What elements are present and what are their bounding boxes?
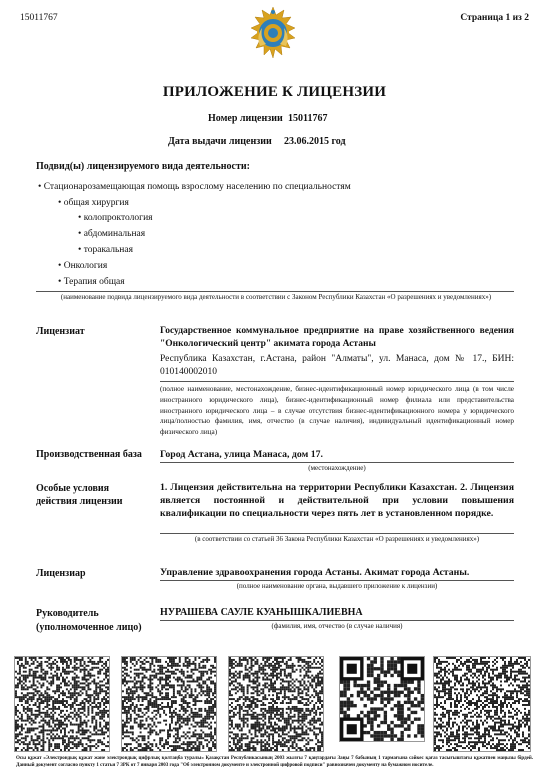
head-note: (фамилия, имя, отчество (в случае наличия) [271, 622, 403, 630]
divider [36, 291, 514, 292]
qr-code [339, 656, 425, 742]
list-item: • Онкология [58, 261, 108, 271]
licensor-label: Лицензиар [36, 568, 86, 579]
head-label-line2: (уполномоченное лицо) [36, 622, 142, 633]
special-conditions-value: 1. Лицензия действительна на территории Республики Казахстан. 2. Лицензия является постоянной и действительной при условии повышения квалификации по специальности через пять лет в установленном порядке. [160, 482, 514, 519]
list-item: • колопроктология [78, 213, 153, 223]
list-item-text: Стационарозамещающая помощь взрослому населению по специальностям [43, 182, 351, 192]
list-item-text: общая хирургия [63, 198, 129, 208]
signature-barcode [121, 656, 217, 752]
list-item: • торакальная [78, 245, 133, 255]
production-base-label: Производственная база [36, 449, 142, 460]
head-value: НУРАШЕВА САУЛЕ КУАНЫШКАЛИЕВНА [160, 607, 363, 618]
list-item: • Стационарозамещающая помощь взрослому населению по специальностям [38, 182, 351, 192]
divider [160, 580, 514, 581]
issue-date-label: Дата выдачи лицензии [168, 136, 272, 147]
page-title: ПРИЛОЖЕНИЕ К ЛИЦЕНЗИИ [162, 84, 387, 100]
licensee-address: Республика Казахстан, г.Астана, район "Алматы", ул. Манаса, дом № 17., БИН: 010140002010 [160, 354, 514, 377]
document-number: 15011767 [20, 13, 58, 23]
license-number-value: 15011767 [288, 113, 328, 124]
footer-legal-text: Осы құжат «Электрондық құжат және электрондық цифрлық қолтаңба туралы» Қазақстан Республикасының 2003 жылғы 7 қаңтардағы Заңы 7 бабының 1 тармағына сәйкес қағаз тасығыштағы құжатпен маңызы бірдей. Данный документ согласно пункту 1 статьи 7 ЗРК от 7 января 2003 года "Об электронном документе и электронной цифровой подписи" равнозначен документу на бумажном носителе. [16, 756, 533, 768]
list-item: • абдоминальная [78, 229, 146, 239]
list-item: • общая хирургия [58, 198, 129, 208]
signature-barcode [14, 656, 110, 752]
special-conditions-label: Особые условия [36, 483, 110, 494]
signature-barcode [433, 656, 531, 752]
head-label: Руководитель [36, 608, 99, 619]
license-number-label: Номер лицензии [208, 113, 283, 124]
divider [160, 620, 514, 621]
production-base-value: Город Астана, улица Манаса, дом 17. [160, 449, 323, 460]
special-conditions-note: (в соответствии со статьей 36 Закона Республики Казахстан «О разрешениях и уведомлениях») [194, 535, 480, 543]
licensee-label: Лицензиат [36, 326, 85, 337]
special-conditions-label-line2: действия лицензии [36, 496, 123, 507]
signature-barcode [228, 656, 324, 752]
list-item-text: колопроктология [83, 213, 153, 223]
divider [160, 533, 514, 534]
licensee-name: Государственное коммунальное предприятие на праве хозяйственного ведения "Онкологический центр" акимата города Астаны [160, 326, 514, 349]
divider [160, 381, 514, 382]
issue-date-value: 23.06.2015 год [284, 136, 346, 147]
divider [160, 462, 514, 463]
licensor-note: (полное наименование органа, выдавшего приложение к лицензии) [236, 582, 438, 590]
licensee-note: (полное наименование, местонахождение, бизнес-идентификационный номер юридического лица (в том числе иностранного юридического лица), бизнес-идентификационный номер филиала или представительства иностранного юридического лица – в случае отсутствия бизнес-идентификационного номера у юридического лица/полностью фамилия, имя, отчество (в случае наличия), индивидуальный идентификационный номер физического лица) [160, 385, 514, 437]
state-emblem-icon [246, 6, 300, 60]
list-item-text: Онкология [63, 261, 108, 271]
list-item-text: Терапия общая [63, 277, 125, 287]
subtypes-note: (наименование подвида лицензируемого вида деятельности в соответствии с Законом Республики Казахстан «О разрешениях и уведомлениях») [60, 293, 492, 301]
production-base-note: (местонахождение) [308, 464, 366, 472]
list-item-text: торакальная [83, 245, 133, 255]
licensor-value: Управление здравоохранения города Астаны. Акимат города Астаны. [160, 567, 470, 578]
list-item-text: абдоминальная [83, 229, 146, 239]
page-indicator: Страница 1 из 2 [460, 13, 529, 23]
subtypes-heading: Подвид(ы) лицензируемого вида деятельности: [36, 161, 250, 172]
list-item: • Терапия общая [58, 277, 125, 287]
